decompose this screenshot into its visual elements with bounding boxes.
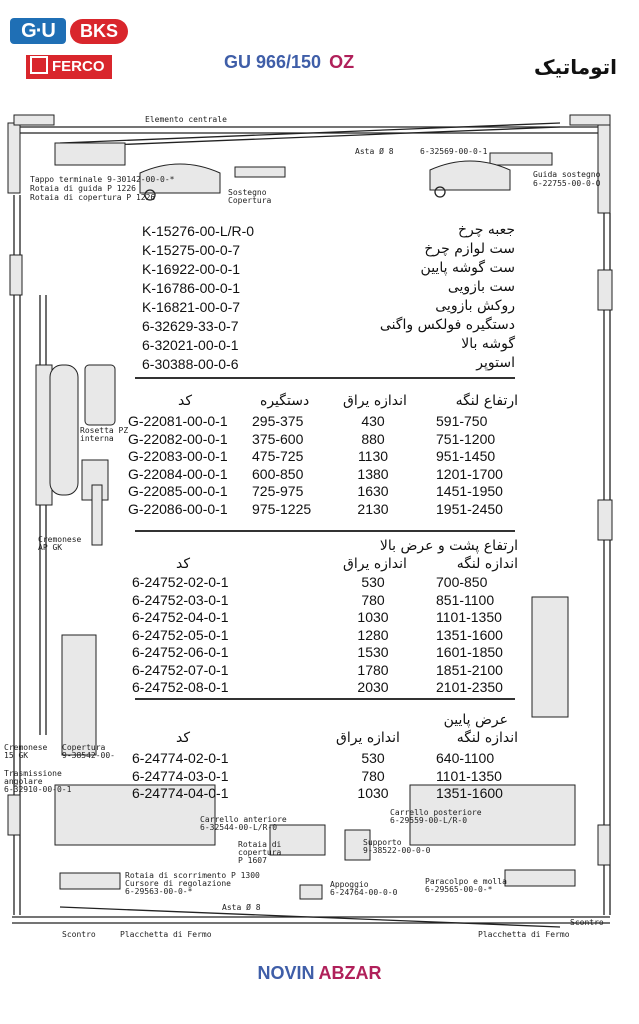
table-row xyxy=(128,483,518,501)
label-rotaia-p1607: P 1607 xyxy=(238,856,267,865)
page-title: اتوماتیک xyxy=(534,55,617,79)
list-item xyxy=(130,298,515,317)
cell-sash-height: 751-1200 xyxy=(436,430,496,447)
header-code: کد xyxy=(178,393,193,409)
model-title xyxy=(224,52,354,73)
cell-sash-height: 1101-1350 xyxy=(436,767,502,784)
label-trasmissione: Trasmissione xyxy=(4,769,62,778)
label-rosetta: Rosetta PZ xyxy=(80,426,129,435)
component-code: K-16922-00-0-1 xyxy=(142,261,241,277)
cell-sash-height: 1851-2100 xyxy=(436,661,503,678)
cell-hardware-size: 530 xyxy=(361,574,385,590)
label-guida-code: 6-22755-00-0-0 xyxy=(533,179,601,188)
label-copertura: Copertura xyxy=(62,743,106,752)
cell-handle: 725-975 xyxy=(252,483,304,499)
table-row xyxy=(128,679,518,697)
cell-code: 6-24752-07-0-1 xyxy=(132,661,229,678)
cell-code: 6-24752-06-0-1 xyxy=(132,644,229,660)
label-placchetta-left: Placchetta di Fermo xyxy=(120,930,212,939)
cell-code: 6-24752-02-0-1 xyxy=(132,574,229,590)
cell-code: 6-24752-03-0-1 xyxy=(132,591,229,608)
cell-sash-height: 1451-1950 xyxy=(436,483,503,499)
component-code: K-16821-00-0-7 xyxy=(142,299,241,315)
component-code: 6-32021-00-0-1 xyxy=(142,337,239,353)
label-rosetta-interna: interna xyxy=(80,434,114,443)
header-hardware-size: اندازه یراق xyxy=(343,556,407,572)
cell-handle: 975-1225 xyxy=(252,500,312,517)
component-name: ست لوازم چرخ xyxy=(424,241,515,257)
table-header xyxy=(128,393,518,413)
table-bottom-width xyxy=(128,712,518,803)
label-scontro-left: Scontro xyxy=(62,930,96,939)
label-trasmissione-angolare: angolare xyxy=(4,777,43,786)
component-code: K-15275-00-0-7 xyxy=(142,242,241,258)
label-carrello-posteriore-code: 6-29559-00-L/R-0 xyxy=(390,816,468,825)
divider xyxy=(135,698,515,700)
list-item xyxy=(130,317,515,336)
cell-hardware-size: 1030 xyxy=(357,609,389,625)
cell-code: 6-24752-04-0-1 xyxy=(132,609,229,625)
bks-logo: BKS xyxy=(70,19,128,44)
label-paracolpo: Paracolpo e molla xyxy=(425,877,507,886)
table-row xyxy=(128,768,518,786)
table-row xyxy=(128,448,518,466)
footer-brand-a: NOVIN xyxy=(257,963,315,983)
component-code: K-16786-00-0-1 xyxy=(142,280,241,296)
cell-sash-height: 591-750 xyxy=(436,413,488,429)
label-tappo: Tappo terminale 9-30142-00-0-* xyxy=(30,175,175,184)
cell-hardware-size: 1030 xyxy=(357,785,389,801)
cell-code: G-22083-00-0-1 xyxy=(128,448,228,464)
header-code: کد xyxy=(176,730,191,746)
label-copertura-code: 9-38542-00- xyxy=(62,751,115,760)
label-carrello-anteriore: Carrello anteriore xyxy=(200,815,287,824)
table-row xyxy=(128,413,518,431)
cell-handle: 375-600 xyxy=(252,430,304,447)
label-carrello-posteriore: Carrello posteriore xyxy=(390,808,482,817)
ferco-logo: FERCO xyxy=(26,55,112,79)
cell-hardware-size: 880 xyxy=(361,430,385,447)
component-name: ست گوشه پایین xyxy=(420,260,515,276)
list-item xyxy=(130,260,515,279)
header-handle: دستگیره xyxy=(260,393,310,409)
gu-logo: G·U xyxy=(10,18,66,44)
table-row xyxy=(128,501,518,519)
component-name: ست بازویی xyxy=(447,279,515,295)
footer-brand xyxy=(0,963,639,984)
header-sash-height: اندازه لنگه xyxy=(456,556,518,572)
ferco-mark-icon xyxy=(30,56,48,74)
cell-handle: 295-375 xyxy=(252,413,304,429)
table-row xyxy=(128,431,518,449)
divider xyxy=(135,377,515,379)
label-scontro-right: Scontro xyxy=(570,918,604,927)
table-row xyxy=(128,609,518,627)
component-code: 6-32629-33-0-7 xyxy=(142,318,239,334)
component-code: K-15276-00-L/R-0 xyxy=(142,223,255,239)
component-code: 6-30388-00-0-6 xyxy=(142,356,239,372)
label-cremonese-ap-gk: AP GK xyxy=(38,543,63,552)
cell-hardware-size: 2130 xyxy=(357,500,389,517)
cell-hardware-size: 1130 xyxy=(357,448,389,464)
list-item xyxy=(130,222,515,241)
component-name: جعبه چرخ xyxy=(457,222,515,238)
table-row xyxy=(128,466,518,484)
table-row xyxy=(128,574,518,592)
label-rotaia-di: Rotaia di xyxy=(238,840,282,849)
list-item xyxy=(130,336,515,355)
table-row xyxy=(128,785,518,803)
label-sostegno: Sostegno xyxy=(228,188,267,197)
cell-code: 6-24752-05-0-1 xyxy=(132,626,229,643)
table-row xyxy=(128,627,518,645)
header-sash-height: ارتفاع لنگه xyxy=(455,393,518,409)
label-placchetta-right: Placchetta di Fermo xyxy=(478,930,570,939)
label-carrello-anteriore-code: 6-32544-00-L/R-0 xyxy=(200,823,278,832)
label-cremonese-ap: Cremonese xyxy=(38,535,82,544)
list-item xyxy=(130,355,515,374)
bottom-rail xyxy=(8,785,610,927)
cell-hardware-size: 1530 xyxy=(357,644,389,660)
cell-handle: 600-850 xyxy=(252,465,304,482)
cell-handle: 475-725 xyxy=(252,448,304,464)
header-code: کد xyxy=(176,556,191,572)
table-row xyxy=(128,592,518,610)
label-rotaia-guida: Rotaia di guida P 1226 xyxy=(30,184,136,193)
cell-hardware-size: 780 xyxy=(361,591,385,608)
label-asta-top: Asta Ø 8 xyxy=(355,147,394,156)
table-top-width xyxy=(128,538,518,697)
cell-code: G-22084-00-0-1 xyxy=(128,465,228,482)
table-row xyxy=(128,644,518,662)
header-sash-height: اندازه لنگه xyxy=(456,730,518,746)
cell-sash-height: 1351-1600 xyxy=(436,626,503,643)
label-part-top-right: 6-32569-00-0-1 xyxy=(420,147,488,156)
footer-brand-b: ABZAR xyxy=(318,963,382,983)
cell-sash-height: 951-1450 xyxy=(436,448,496,464)
cell-hardware-size: 1280 xyxy=(357,626,389,643)
label-rotaia-scorrimento: Rotaia di scorrimento P 1300 xyxy=(125,871,260,880)
divider xyxy=(135,530,515,532)
component-name: روکش بازویی xyxy=(435,298,515,314)
table-header xyxy=(128,556,518,574)
cell-code: G-22081-00-0-1 xyxy=(128,413,228,429)
label-asta-bottom: Asta Ø 8 xyxy=(222,903,261,912)
list-item xyxy=(130,279,515,298)
cell-code: G-22085-00-0-1 xyxy=(128,483,228,499)
cell-hardware-size: 1380 xyxy=(357,465,389,482)
cell-code: 6-24774-04-0-1 xyxy=(132,785,229,801)
label-cursore-code: 6-29563-00-0-* xyxy=(125,887,193,896)
label-sostegno-copertura: Copertura xyxy=(228,196,272,205)
table-title: ارتفاع پشت و عرض بالا xyxy=(379,538,518,554)
label-supporto: Supporto xyxy=(363,838,402,847)
label-trasmissione-code: 6-32910-00-0-1 xyxy=(4,785,72,794)
cell-sash-height: 2101-2350 xyxy=(436,679,503,695)
table-title-row xyxy=(128,712,518,730)
table-title: عرض پایین xyxy=(443,712,508,728)
cell-code: G-22086-00-0-1 xyxy=(128,500,228,517)
cell-sash-height: 1101-1350 xyxy=(436,609,502,625)
cell-hardware-size: 780 xyxy=(361,767,385,784)
table-header xyxy=(128,730,518,750)
cell-hardware-size: 530 xyxy=(361,750,385,766)
table-handle-sizes xyxy=(128,393,518,518)
component-name: استوپر xyxy=(476,355,515,371)
cell-sash-height: 851-1100 xyxy=(436,591,495,608)
model-suffix: OZ xyxy=(329,52,355,72)
header-hardware-size: اندازه یراق xyxy=(336,730,400,746)
component-name: گوشه بالا xyxy=(461,336,515,352)
label-paracolpo-code: 6-29565-00-0-* xyxy=(425,885,493,894)
cell-code: 6-24752-08-0-1 xyxy=(132,679,229,695)
label-cremonese-15-gk: 15 GK xyxy=(4,751,29,760)
cell-sash-height: 1601-1850 xyxy=(436,644,503,660)
label-cremonese-15: Cremonese xyxy=(4,743,48,752)
label-appoggio-code: 6-24764-00-0-0 xyxy=(330,888,398,897)
component-name: دستگیره فولکس واگنی xyxy=(379,317,515,333)
label-elemento-centrale: Elemento centrale xyxy=(145,115,227,124)
label-guida-sostegno: Guida sostegno xyxy=(533,170,601,179)
corner-top-right xyxy=(570,115,610,213)
component-list xyxy=(130,222,515,374)
label-rotaia-copertura: Rotaia di copertura P 1226 xyxy=(30,193,156,202)
cell-hardware-size: 2030 xyxy=(357,679,389,695)
label-supporto-code: 9-38522-00-0-0 xyxy=(363,846,431,855)
label-appoggio: Appoggio xyxy=(330,880,369,889)
cell-code: 6-24774-03-0-1 xyxy=(132,767,229,784)
table-row xyxy=(128,662,518,680)
header-hardware-size: اندازه یراق xyxy=(343,393,407,409)
label-cursore: Cursore di regolazione xyxy=(125,879,231,888)
label-rotaia-copertura-b: copertura xyxy=(238,848,282,857)
table-row xyxy=(128,750,518,768)
cell-sash-height: 1201-1700 xyxy=(436,465,503,482)
cell-code: 6-24774-02-0-1 xyxy=(132,750,229,766)
table-title-row xyxy=(128,538,518,556)
cell-sash-height: 1951-2450 xyxy=(436,500,503,517)
model-number: GU 966/150 xyxy=(224,52,322,72)
cell-sash-height: 640-1100 xyxy=(436,750,495,766)
cell-code: G-22082-00-0-1 xyxy=(128,430,228,447)
cell-sash-height: 700-850 xyxy=(436,574,488,590)
cell-hardware-size: 1780 xyxy=(357,661,389,678)
list-item xyxy=(130,241,515,260)
cell-sash-height: 1351-1600 xyxy=(436,785,503,801)
cell-hardware-size: 430 xyxy=(361,413,385,429)
cell-hardware-size: 1630 xyxy=(357,483,389,499)
